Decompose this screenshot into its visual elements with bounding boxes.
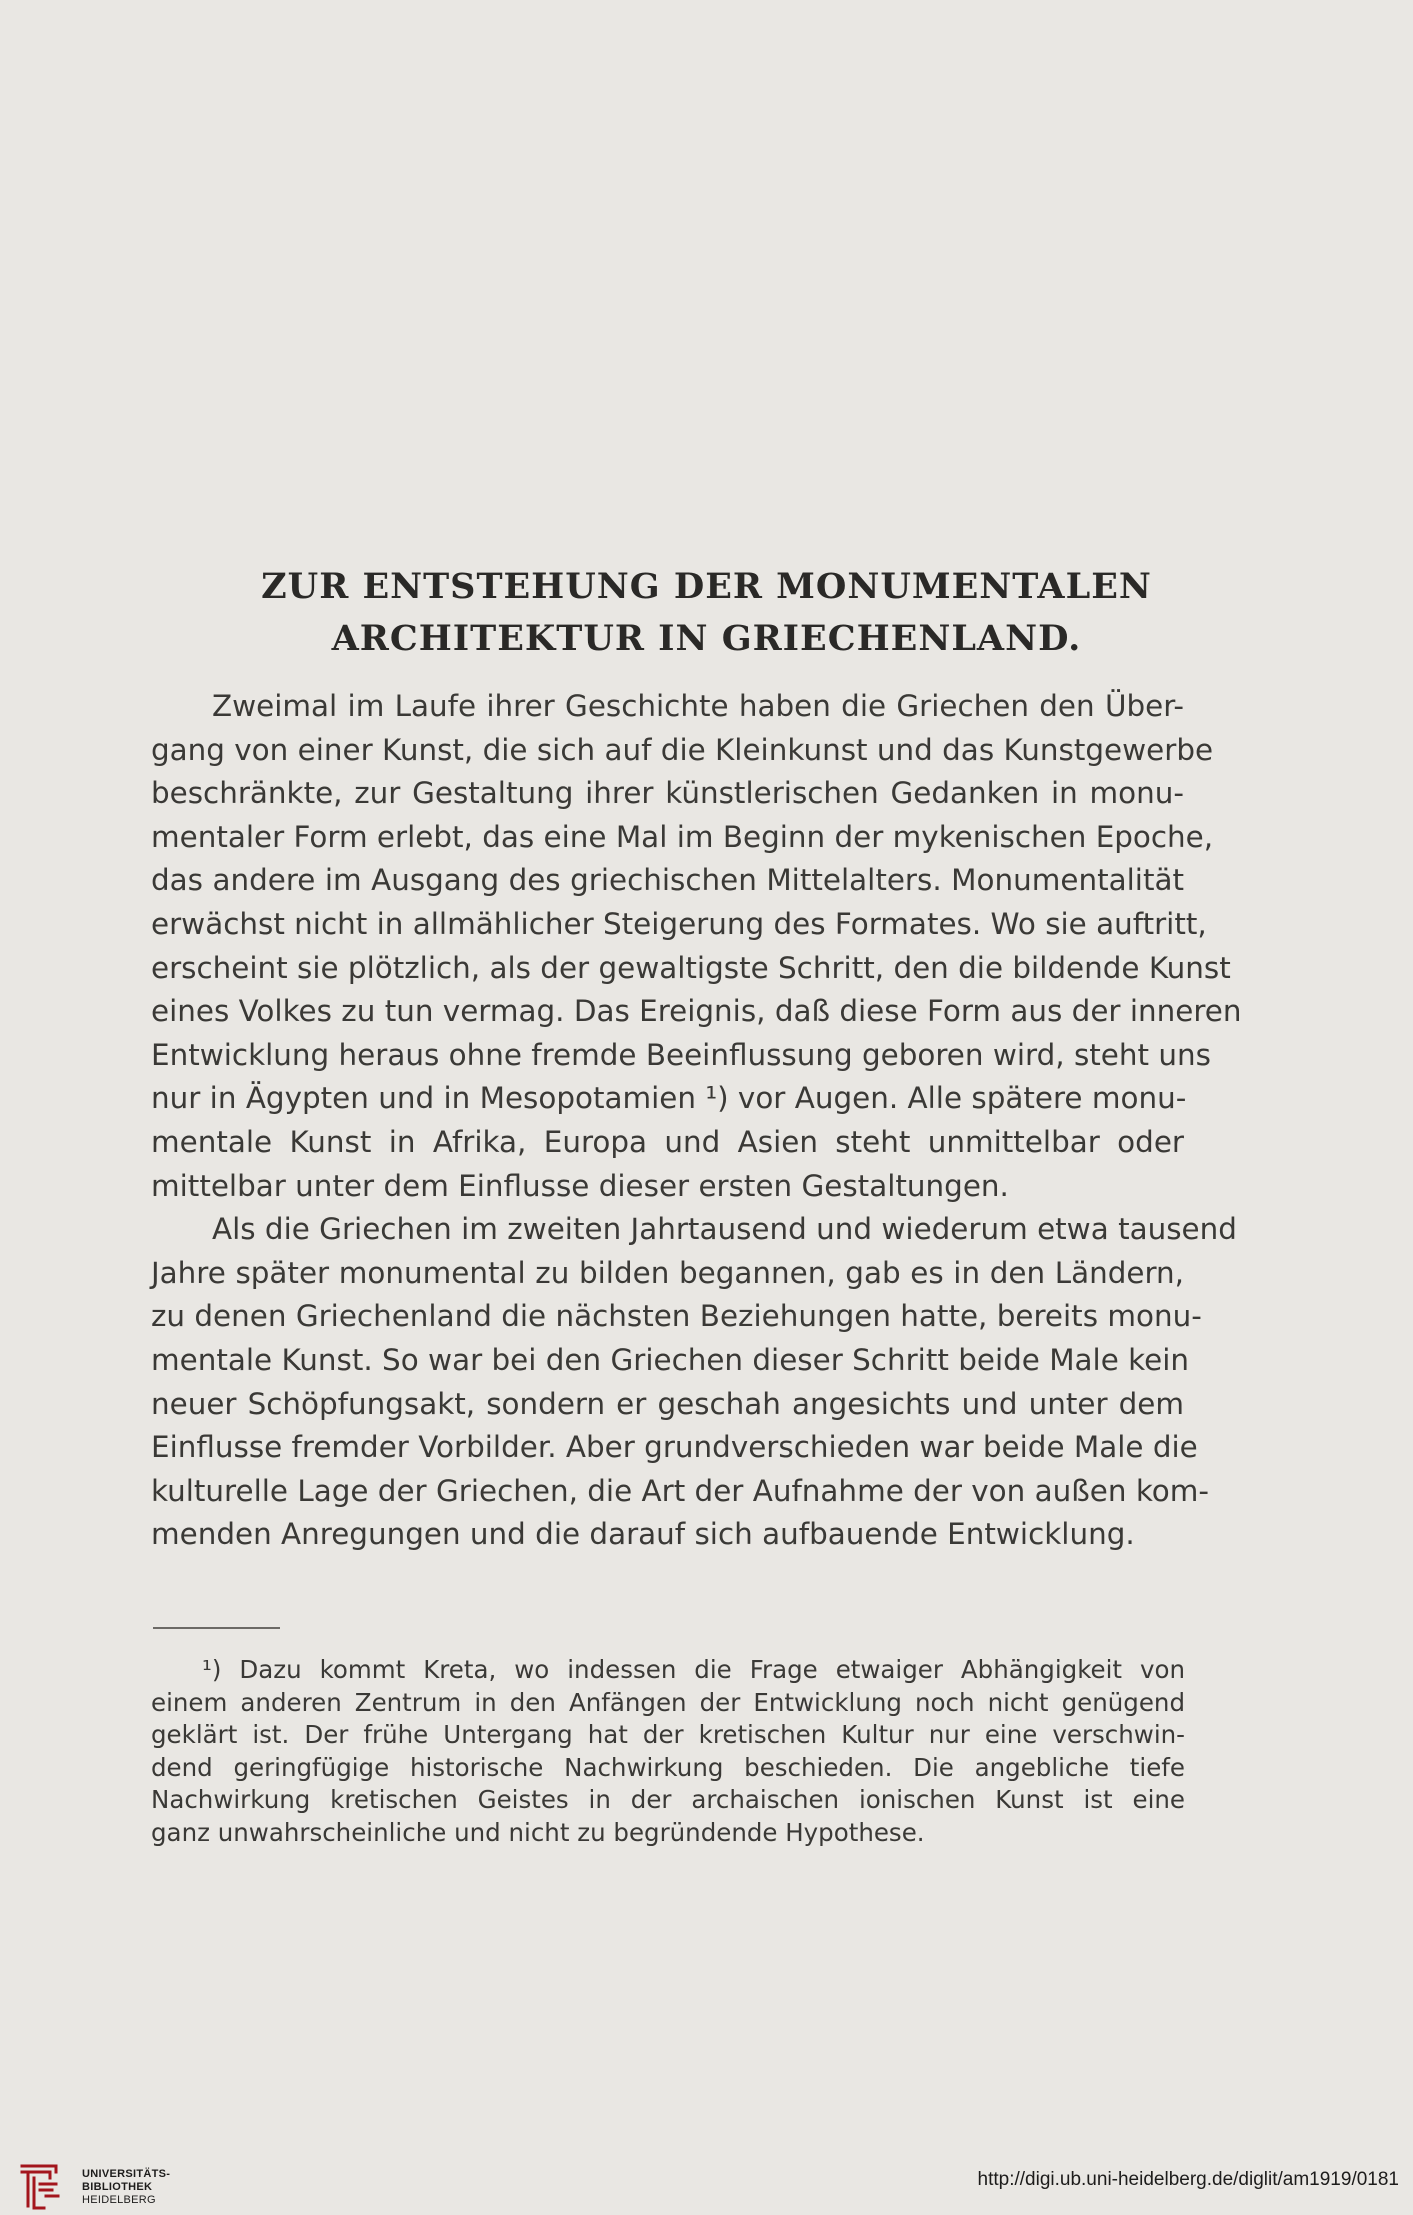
body-line: gang von einer Kunst, die sich auf die Kleinkunst und das Kunstgewerbe	[151, 732, 1214, 767]
digitization-footer	[0, 2162, 1413, 2215]
footnote-line: geklärt ist. Der frühe Untergang hat der kretischen Kultur nur eine verschwin-	[151, 1720, 1185, 1749]
body-line: Jahre später monumental zu bilden begannen, gab es in den Ländern,	[151, 1255, 1184, 1290]
body-line: erscheint sie plötzlich, als der gewaltigste Schritt, den die bildende Kunst	[151, 950, 1231, 985]
body-line: kulturelle Lage der Griechen, die Art der Aufnahme der von außen kom-	[151, 1473, 1210, 1508]
body-line: das andere im Ausgang des griechischen Mittelalters. Monumentalität	[151, 863, 1184, 898]
article-title	[150, 561, 1263, 665]
library-name-line-3: HEIDELBERG	[82, 2194, 156, 2206]
library-name	[82, 2168, 170, 2207]
body-line: mentaler Form erlebt, das eine Mal im Beginn der mykenischen Epoche,	[151, 819, 1214, 854]
title-line-1: ZUR ENTSTEHUNG DER MONUMENTALEN	[261, 566, 1152, 607]
footnote-line: einem anderen Zentrum in den Anfängen der Entwicklung noch nicht genügend	[151, 1687, 1185, 1717]
body-line: Einflusse fremder Vorbilder. Aber grundverschieden war beide Male die	[151, 1430, 1198, 1465]
source-url[interactable]: http://digi.ub.uni-heidelberg.de/diglit/am1919/0181	[977, 2169, 1399, 2190]
body-line: zu denen Griechenland die nächsten Beziehungen hatte, bereits monu-	[151, 1299, 1202, 1334]
article-body	[151, 685, 1242, 1557]
body-line: mentale Kunst in Afrika, Europa und Asien steht unmittelbar oder	[151, 1124, 1184, 1159]
library-name-line-1: UNIVERSITÄTS-	[82, 2168, 171, 2180]
footnote-line: dend geringfügige historische Nachwirkung beschieden. Die angebliche tiefe	[151, 1752, 1185, 1782]
body-line: beschränkte, zur Gestaltung ihrer künstlerischen Gedanken in monu-	[151, 776, 1184, 811]
body-line: Zweimal im Laufe ihrer Geschichte haben die Griechen den Über-	[212, 689, 1184, 723]
body-line: Als die Griechen im zweiten Jahrtausend und wiederum etwa tausend	[212, 1212, 1237, 1247]
footnote	[151, 1654, 1185, 1849]
footnote-line: ¹) Dazu kommt Kreta, wo indessen die Frage etwaiger Abhängigkeit von	[202, 1655, 1185, 1684]
footnote-divider	[153, 1627, 280, 1629]
body-line: Entwicklung heraus ohne fremde Beeinflussung geboren wird, steht uns	[151, 1037, 1211, 1072]
footnote-line: Nachwirkung kretischen Geistes in der archaischen ionischen Kunst ist eine	[151, 1785, 1185, 1814]
body-line: nur in Ägypten und in Mesopotamien ¹) vor Augen. Alle spätere monu-	[151, 1081, 1187, 1116]
body-line: erwächst nicht in allmählicher Steigerung des Formates. Wo sie auftritt,	[151, 906, 1207, 941]
title-line-2: ARCHITEKTUR IN GRIECHENLAND.	[331, 618, 1082, 659]
footnote-line: ganz unwahrscheinliche und nicht zu begründende Hypothese.	[151, 1817, 925, 1847]
library-name-line-2: BIBLIOTHEK	[82, 2181, 153, 2193]
body-line: neuer Schöpfungsakt, sondern er geschah angesichts und unter dem	[151, 1386, 1184, 1421]
library-logo-icon	[16, 2162, 64, 2212]
body-line: eines Volkes zu tun vermag. Das Ereignis, daß diese Form aus der inneren	[151, 994, 1242, 1029]
body-line: mentale Kunst. So war bei den Griechen dieser Schritt beide Male kein	[151, 1342, 1189, 1377]
body-line: mittelbar unter dem Einflusse dieser ersten Gestaltungen.	[151, 1168, 1009, 1203]
body-line: menden Anregungen und die darauf sich aufbauende Entwicklung.	[151, 1517, 1135, 1552]
